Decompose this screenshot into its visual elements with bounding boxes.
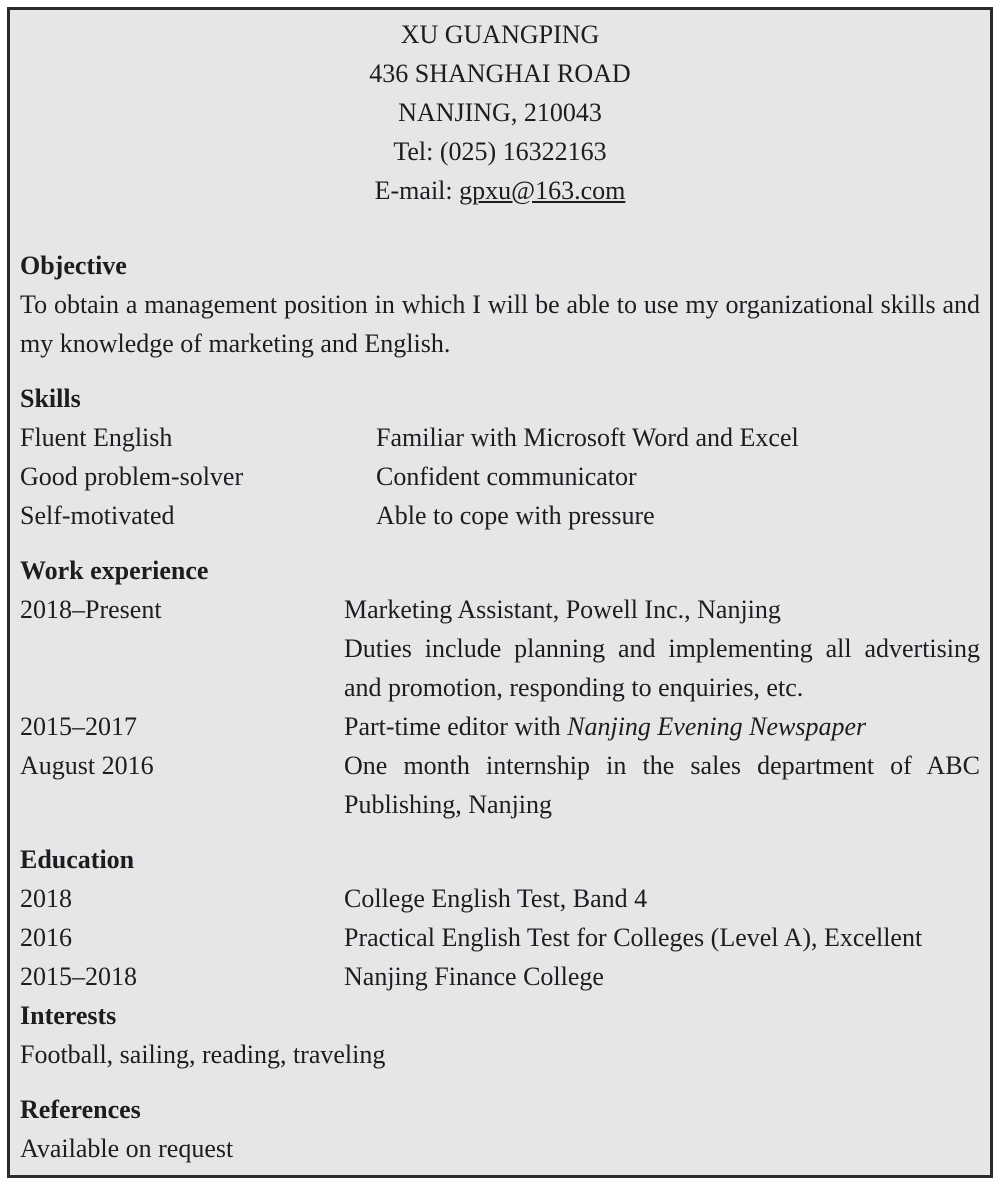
section-objective [20,246,980,363]
work-description-line: Duties include planning and implementing all advertising and promotion, responding to enquiries, etc. [344,634,980,702]
contact-tel: Tel: (025) 16322163 [393,137,607,166]
skills-heading: Skills [20,384,81,413]
section-references [20,1090,980,1168]
work-heading: Work experience [20,556,209,585]
work-row [20,590,980,707]
references-heading: References [20,1095,141,1124]
skill-right: Confident communicator [376,462,637,491]
education-description: Nanjing Finance College [344,962,604,991]
contact-city: NANJING, 210043 [398,98,602,127]
email-label: E-mail: [374,176,460,205]
skill-left: Self-motivated [20,501,175,530]
work-row [20,707,980,746]
work-row [20,746,980,824]
section-skills [20,379,980,535]
skill-left: Fluent English [20,423,173,452]
work-description-text: Part-time editor with [344,712,568,741]
skill-right: Able to cope with pressure [376,501,655,530]
section-interests [20,996,980,1074]
work-date: 2015–2017 [20,712,137,741]
objective-body: To obtain a management position in which I will be able to use my organizational skills and my knowledge of marketing and English. [20,290,980,358]
references-body: Available on request [20,1134,234,1163]
contact-email-line [20,171,980,210]
section-education [20,840,980,996]
work-description: One month internship in the sales department of ABC Publishing, Nanjing [344,751,980,819]
education-description: Practical English Test for Colleges (Level A), Excellent [344,923,923,952]
education-date: 2016 [20,923,72,952]
work-date: 2018–Present [20,595,162,624]
interests-body: Football, sailing, reading, traveling [20,1040,386,1069]
work-description-publication: Nanjing Evening Newspaper [567,712,867,741]
interests-heading: Interests [20,1001,117,1030]
work-description [344,707,980,746]
education-row [20,957,980,996]
work-description-line: Marketing Assistant, Powell Inc., Nanjing [344,595,781,624]
skills-row [20,496,980,535]
email-link: gpxu@163.com [459,176,626,205]
education-date: 2015–2018 [20,962,137,991]
education-row [20,918,980,957]
contact-name: XU GUANGPING [400,20,600,49]
skill-left: Good problem-solver [20,462,244,491]
skills-row [20,457,980,496]
education-row [20,879,980,918]
contact-address: 436 SHANGHAI ROAD [369,59,631,88]
education-description: College English Test, Band 4 [344,884,648,913]
skill-right: Familiar with Microsoft Word and Excel [376,423,799,452]
work-date: August 2016 [20,751,154,780]
objective-heading: Objective [20,251,127,280]
work-description [344,590,980,707]
contact-header [20,15,980,210]
skills-row [20,418,980,457]
resume-document [7,7,993,1178]
education-date: 2018 [20,884,72,913]
education-heading: Education [20,845,135,874]
section-work-experience [20,551,980,824]
